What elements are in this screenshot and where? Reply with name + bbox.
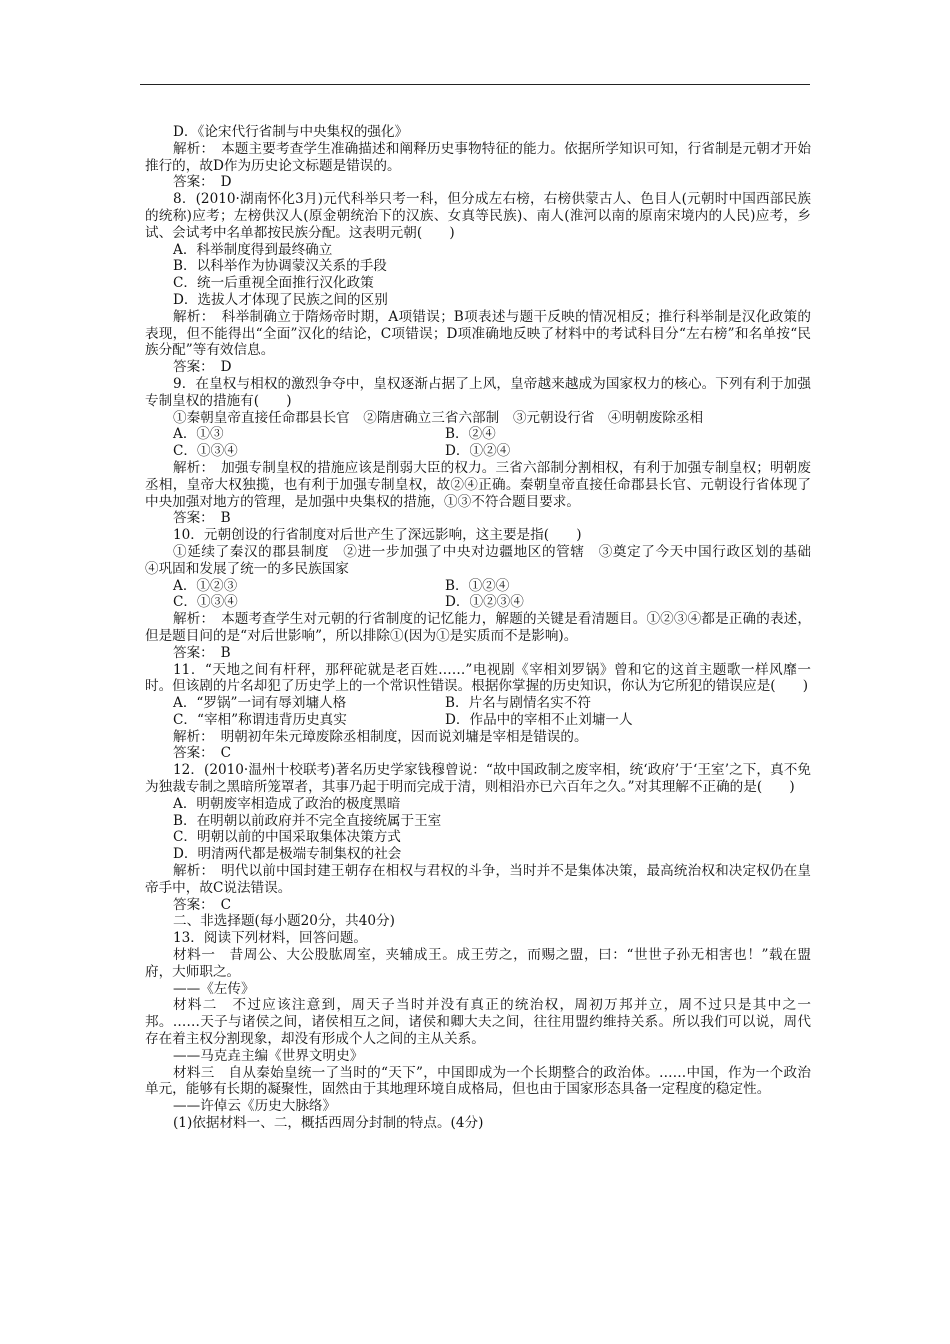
- q12-option-d: D．明清两代都是极端专制集权的社会: [173, 846, 402, 863]
- q9-options-row2: [145, 443, 811, 460]
- section-2-title: 二、非选择题(每小题20分，共40分): [173, 913, 395, 930]
- q10-option-c: C．①③④: [173, 594, 238, 611]
- q12-stem: 12．(2010·温州十校联考)著名历史学家钱穆曾说：“故中国政制之废宰相，统‘政府’于‘王室’之下，真不免为独裁专制之黑暗所笼罩者，其事乃起于明而完成于清，则相沿亦已六百年之久。”对其理解不正确的是( ): [145, 762, 811, 796]
- header-rule: [140, 84, 810, 85]
- q9-option-d: D．①②④: [445, 443, 511, 460]
- q9-option-b: B．②④: [445, 426, 496, 443]
- q12-answer: 答案： C: [173, 896, 231, 913]
- q11-stem: 11．“天地之间有杆秤，那秤砣就是老百姓……”电视剧《宰相刘罗锅》曾和它的这首主题歌一样风靡一时。但该剧的片名却犯了历史学上的一个常识性错误。根据你掌握的历史知识，你认为它所犯的错误应是( ): [145, 661, 811, 695]
- q9-options-row1: [145, 426, 811, 443]
- q8-analysis: 解析： 科举制确立于隋炀帝时期，A项错误；B项表述与题干反映的情况相反；推行科举制是汉化政策的表现，但不能得出“全面”汉化的结论，C项错误；D项准确地反映了材料中的考试科目分“左右榜”和名单按“民族分配”等有效信息。: [145, 308, 811, 359]
- q9-option-c: C．①③④: [173, 443, 238, 460]
- q11-option-a: A．“罗锅”一词有辱刘墉人格: [173, 695, 347, 712]
- q7-answer: 答案： D: [173, 174, 232, 191]
- q10-stem: 10．元朝创设的行省制度对后世产生了深远影响，这主要是指( ): [173, 527, 582, 544]
- q7-analysis: 解析： 本题主要考查学生准确描述和阐释历史事物特征的能力。依据所学知识可知，行省制是元朝才开始推行的，故D作为历史论文标题是错误的。: [145, 140, 811, 174]
- q10-items: ①延续了秦汉的郡县制度 ②进一步加强了中央对边疆地区的管辖 ③奠定了今天中国行政区划的基础 ④巩固和发展了统一的多民族国家: [145, 543, 825, 577]
- q8-option-c: C．统一后重视全面推行汉化政策: [173, 275, 374, 292]
- q8-stem: 8．(2010·湖南怀化3月)元代科举只考一科，但分成左右榜，右榜供蒙古人、色目人(元朝时中国西部民族的统称)应考；左榜供汉人(原金朝统治下的汉族、女真等民族)、南人(淮河以南的原南宋境内的人民)应考，乡试、会试考中名单都按民族分配。这表明元朝( ): [145, 191, 811, 241]
- q11-option-b: B．片名与剧情名实不符: [445, 695, 591, 712]
- q13-material-2: 材料二 不过应该注意到，周天子当时并没有真正的统治权，周初万邦并立，周不过只是其中之一邦。……天子与诸侯之间，诸侯相互之间，诸侯和卿大夫之间，往往用盟约维持关系。所以我们可以说，周代存在着主权分割现象，却没有形成个人之间的主从关系。: [145, 997, 811, 1048]
- q13-material-2-source: ——马克垚主编《世界文明史》: [173, 1047, 364, 1064]
- q13-sub-1: (1)依据材料一、二，概括西周分封制的特点。(4分): [173, 1115, 484, 1132]
- q10-option-d: D．①②③④: [445, 594, 524, 611]
- q10-options-row2: [145, 594, 811, 611]
- q7-option-d: D．《论宋代行省制与中央集权的强化》: [173, 124, 409, 140]
- q13-material-1-source: ——《左传》: [173, 980, 255, 997]
- q9-answer: 答案： B: [173, 510, 231, 527]
- q12-analysis: 解析： 明代以前中国封建王朝存在相权与君权的斗争，当时并不是集体决策，最高统治权和决定权仍在皇帝手中，故C说法错误。: [145, 863, 811, 896]
- q9-analysis: 解析： 加强专制皇权的措施应该是削弱大臣的权力。三省六部制分割相权，有利于加强专制皇权；明朝废丞相，皇帝大权独揽，也有利于加强专制皇权，故②④正确。秦朝皇帝直接任命郡县长官、元朝设行省体现了中央加强对地方的管理，是加强中央集权的措施，①③不符合题目要求。: [145, 459, 811, 510]
- q9-items: ①秦朝皇帝直接任命郡县长官 ②隋唐确立三省六部制 ③元朝设行省 ④明朝废除丞相: [173, 409, 704, 426]
- q11-options-row1: [145, 695, 811, 712]
- q9-option-a: A．①③: [173, 426, 224, 443]
- q8-answer: 答案： D: [173, 359, 232, 376]
- q10-analysis: 解析： 本题考查学生对元朝的行省制度的记忆能力，解题的关键是看清题目。①②③④都是正确的表述，但是题目问的是“对后世影响”，所以排除①(因为①是实质而不是影响)。: [145, 611, 811, 644]
- q8-option-a: A．科举制度得到最终确立: [173, 241, 333, 258]
- q13-material-3-source: ——许倬云《历史大脉络》: [173, 1098, 337, 1115]
- q10-options-row1: [145, 578, 811, 595]
- q12-option-a: A．明朝废宰相造成了政治的极度黑暗: [173, 795, 401, 812]
- q8-option-b: B．以科举作为协调蒙汉关系的手段: [173, 258, 387, 275]
- q8-option-d: D．选拔人才体现了民族之间的区别: [173, 291, 388, 308]
- document-body: [145, 124, 825, 1132]
- q10-option-a: A．①②③: [173, 577, 238, 594]
- q11-answer: 答案： C: [173, 745, 231, 762]
- q13-material-3: 材料三 自从秦始皇统一了当时的“天下”，中国即成为一个长期整合的政治体。……中国，作为一个政治单元，能够有长期的凝聚性，固然由于其地理环境自成格局，但也由于国家形态具备一定程度的稳定性。: [145, 1064, 811, 1098]
- q13-stem: 13．阅读下列材料，回答问题。: [173, 930, 368, 947]
- q10-option-b: B．①②④: [445, 577, 510, 594]
- q10-answer: 答案： B: [173, 644, 231, 661]
- q11-option-d: D．作品中的宰相不止刘墉一人: [445, 711, 633, 728]
- q12-option-c: C．明朝以前的中国采取集体决策方式: [173, 829, 401, 846]
- q12-option-b: B．在明朝以前政府并不完全直接统属于王室: [173, 812, 442, 829]
- q11-options-row2: [145, 712, 811, 729]
- q13-material-1: 材料一 昔周公、大公股肱周室，夹辅成王。成王劳之，而赐之盟，曰：“世世子孙无相害也！”载在盟府，大师职之。: [145, 947, 811, 980]
- q11-option-c: C．“宰相”称谓违背历史真实: [173, 711, 347, 728]
- q9-stem: 9．在皇权与相权的激烈争夺中，皇权逐渐占据了上风，皇帝越来越成为国家权力的核心。下列有利于加强专制皇权的措施有( ): [145, 375, 811, 409]
- q11-analysis: 解析： 明朝初年朱元璋废除丞相制度，因而说刘墉是宰相是错误的。: [173, 728, 588, 745]
